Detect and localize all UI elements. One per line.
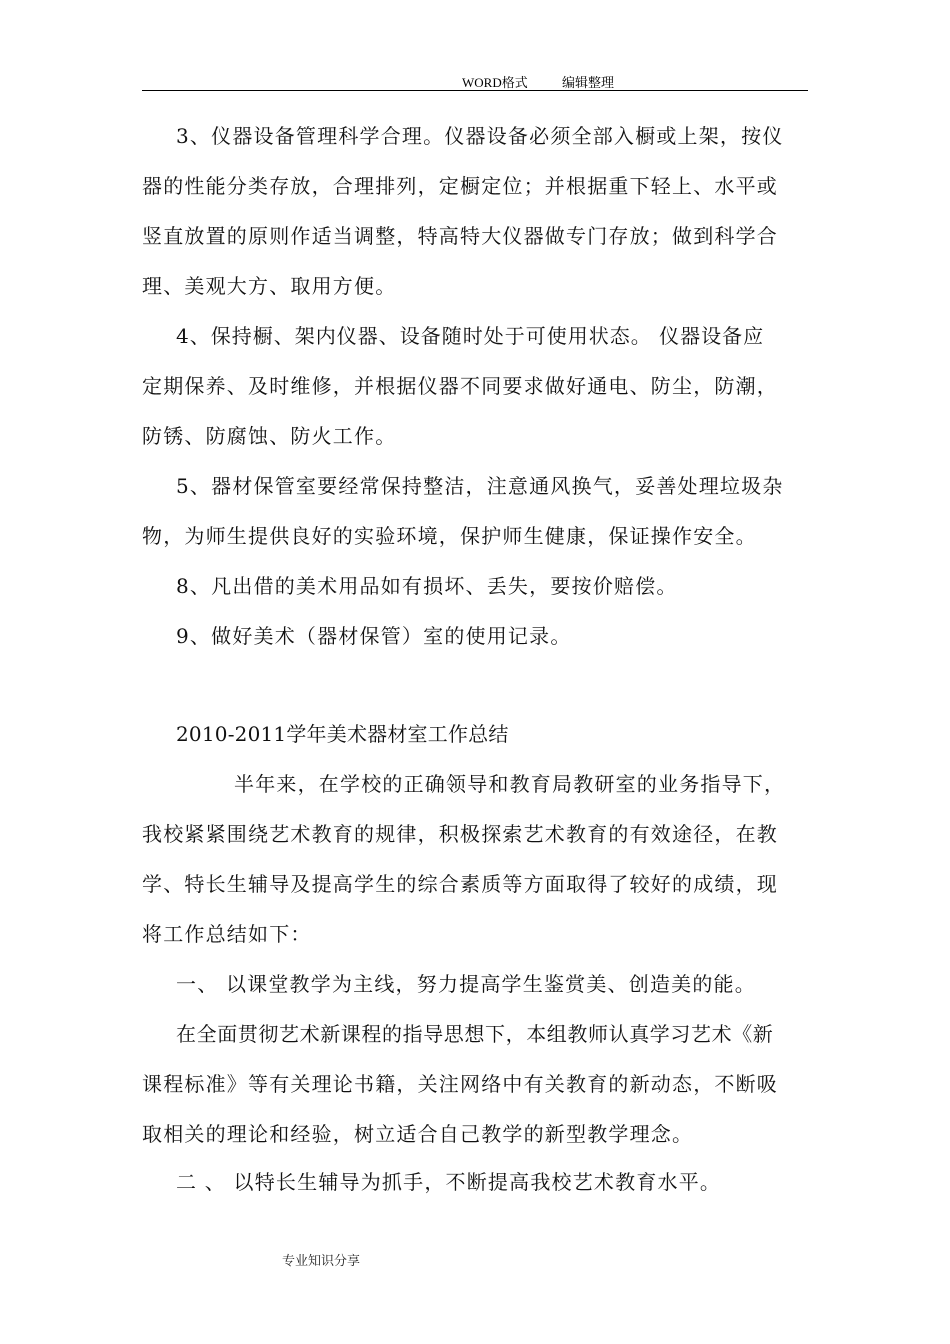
paragraph-line: 5、器材保管室要经常保持整洁，注意通风换气，妥善处理垃圾杂 [176,474,784,498]
paragraph-line: 4、保持橱、架内仪器、设备随时处于可使用状态。 仪器设备应 [176,324,765,348]
section-title: 2010-2011学年美术器材室工作总结 [176,722,509,746]
paragraph-line: 定期保养、及时维修，并根据仪器不同要求做好通电、防尘，防潮， [142,374,778,398]
paragraph-line: 防锈、防腐蚀、防火工作。 [142,424,397,448]
paragraph-line: 学、特长生辅导及提高学生的综合素质等方面取得了较好的成绩，现 [142,872,778,896]
header-edit-label: 编辑整理 [562,75,615,90]
paragraph-line: 理、美观大方、取用方便。 [142,274,397,298]
section-heading: 二 、 以特长生辅导为抓手，不断提高我校艺术教育水平。 [176,1170,722,1194]
paragraph-line: 3、仪器设备管理科学合理。仪器设备必须全部入橱或上架，按仪 [176,124,784,148]
page-header [142,68,808,91]
paragraph-line: 课程标准》等有关理论书籍，关注网络中有关教育的新动态，不断吸 [142,1072,778,1096]
paragraph-line: 9、做好美术（器材保管）室的使用记录。 [176,624,572,648]
paragraph-line: 在全面贯彻艺术新课程的指导思想下，本组教师认真学习艺术《新 [176,1022,774,1046]
paragraph-line: 物，为师生提供良好的实验环境，保护师生健康，保证操作安全。 [142,524,757,548]
paragraph-line: 取相关的理论和经验，树立适合自己教学的新型教学理念。 [142,1122,694,1146]
header-format-label: WORD格式 [462,75,528,90]
paragraph-line: 8、凡出借的美术用品如有损坏、丢失，要按价赔偿。 [176,574,678,598]
paragraph-line: 器的性能分类存放，合理排列，定橱定位；并根据重下轻上、水平或 [142,174,778,198]
paragraph-line: 将工作总结如下： [142,922,312,946]
page-footer: 专业知识分享 [282,1254,361,1269]
paragraph-line: 我校紧紧围绕艺术教育的规律，积极探索艺术教育的有效途径，在教 [142,822,778,846]
section-heading: 一、 以课堂教学为主线，努力提高学生鉴赏美、创造美的能。 [176,972,756,996]
paragraph-line: 半年来，在学校的正确领导和教育局教研室的业务指导下， [234,772,786,796]
paragraph-line: 竖直放置的原则作适当调整，特高特大仪器做专门存放；做到科学合 [142,224,778,248]
